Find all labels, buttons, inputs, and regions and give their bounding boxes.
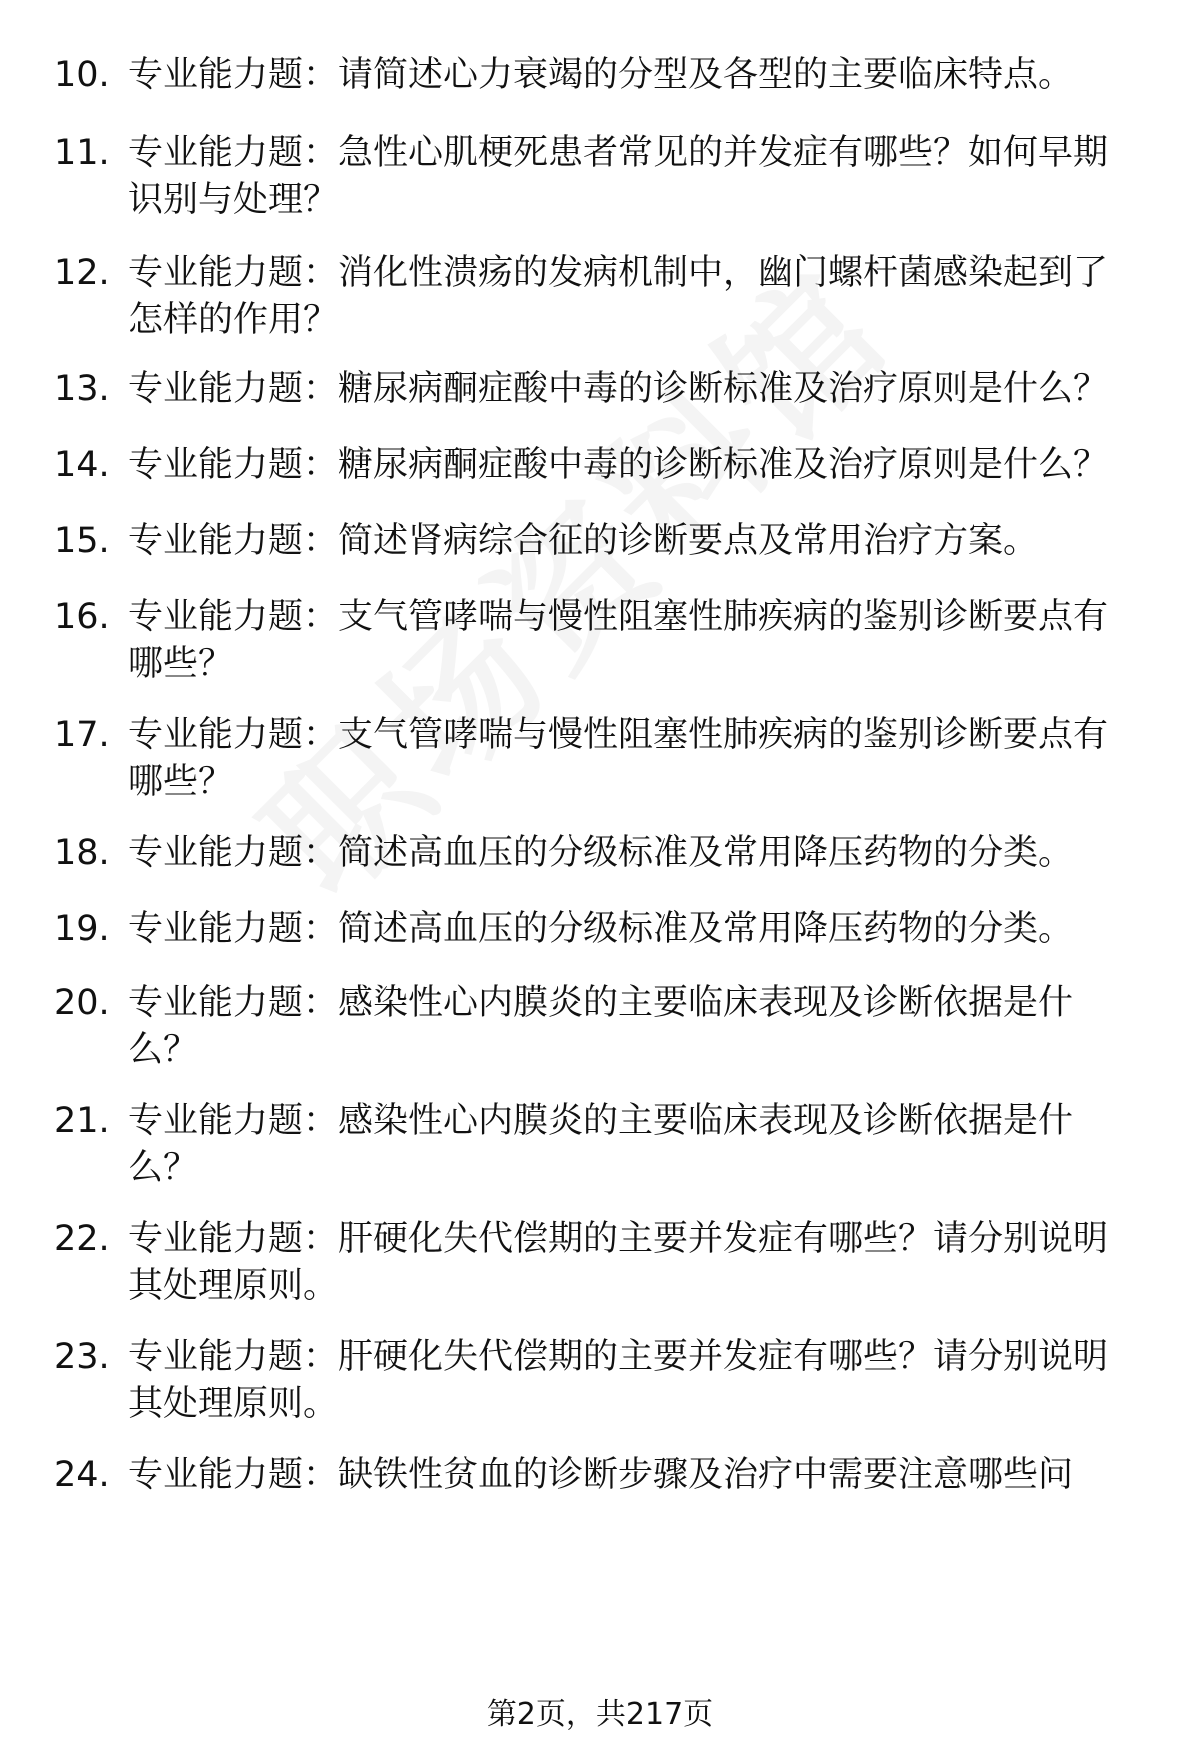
question-text: 专业能力题：简述高血压的分级标准及常用降压药物的分类。 [128,833,1074,873]
question-text: 专业能力题：简述高血压的分级标准及常用降压药物的分类。 [128,909,1074,949]
question-number: 17. [54,715,110,755]
question-text: 专业能力题：缺铁性贫血的诊断步骤及治疗中需要注意哪些问 [128,1455,1074,1495]
page-number-label: 第2页，共217页 [486,1697,714,1732]
page-footer [0,1695,1200,1735]
question-text: 专业能力题：支气管哮喘与慢性阻塞性肺疾病的鉴别诊断要点有哪些？ [128,715,1109,802]
question-number: 14. [54,445,110,485]
question-number: 15. [54,521,110,561]
question-text: 专业能力题：感染性心内膜炎的主要临床表现及诊断依据是什么？ [128,1101,1074,1188]
question-number: 20. [54,983,110,1023]
question-text: 专业能力题：糖尿病酮症酸中毒的诊断标准及治疗原则是什么？ [128,445,1109,485]
question-text: 专业能力题：肝硬化失代偿期的主要并发症有哪些？请分别说明其处理原则。 [128,1219,1109,1306]
question-number: 18. [54,833,110,873]
question-number: 10. [54,55,110,95]
question-number: 24. [54,1455,110,1495]
question-number: 22. [54,1219,110,1259]
question-text: 专业能力题：急性心肌梗死患者常见的并发症有哪些？如何早期识别与处理？ [128,133,1109,220]
question-number: 21. [54,1101,110,1141]
question-number: 23. [54,1337,110,1377]
question-text: 专业能力题：消化性溃疡的发病机制中，幽门螺杆菌感染起到了怎样的作用？ [128,253,1109,340]
question-text: 专业能力题：肝硬化失代偿期的主要并发症有哪些？请分别说明其处理原则。 [128,1337,1109,1424]
question-text: 专业能力题：支气管哮喘与慢性阻塞性肺疾病的鉴别诊断要点有哪些？ [128,597,1109,684]
question-text: 专业能力题：请简述心力衰竭的分型及各型的主要临床特点。 [128,55,1074,95]
question-number: 13. [54,369,110,409]
question-text: 专业能力题：感染性心内膜炎的主要临床表现及诊断依据是什么？ [128,983,1074,1070]
question-number: 12. [54,253,110,293]
question-text: 专业能力题：简述肾病综合征的诊断要点及常用治疗方案。 [128,521,1039,561]
question-number: 19. [54,909,110,949]
question-number: 16. [54,597,110,637]
question-text: 专业能力题：糖尿病酮症酸中毒的诊断标准及治疗原则是什么？ [128,369,1109,409]
question-number: 11. [54,133,110,173]
